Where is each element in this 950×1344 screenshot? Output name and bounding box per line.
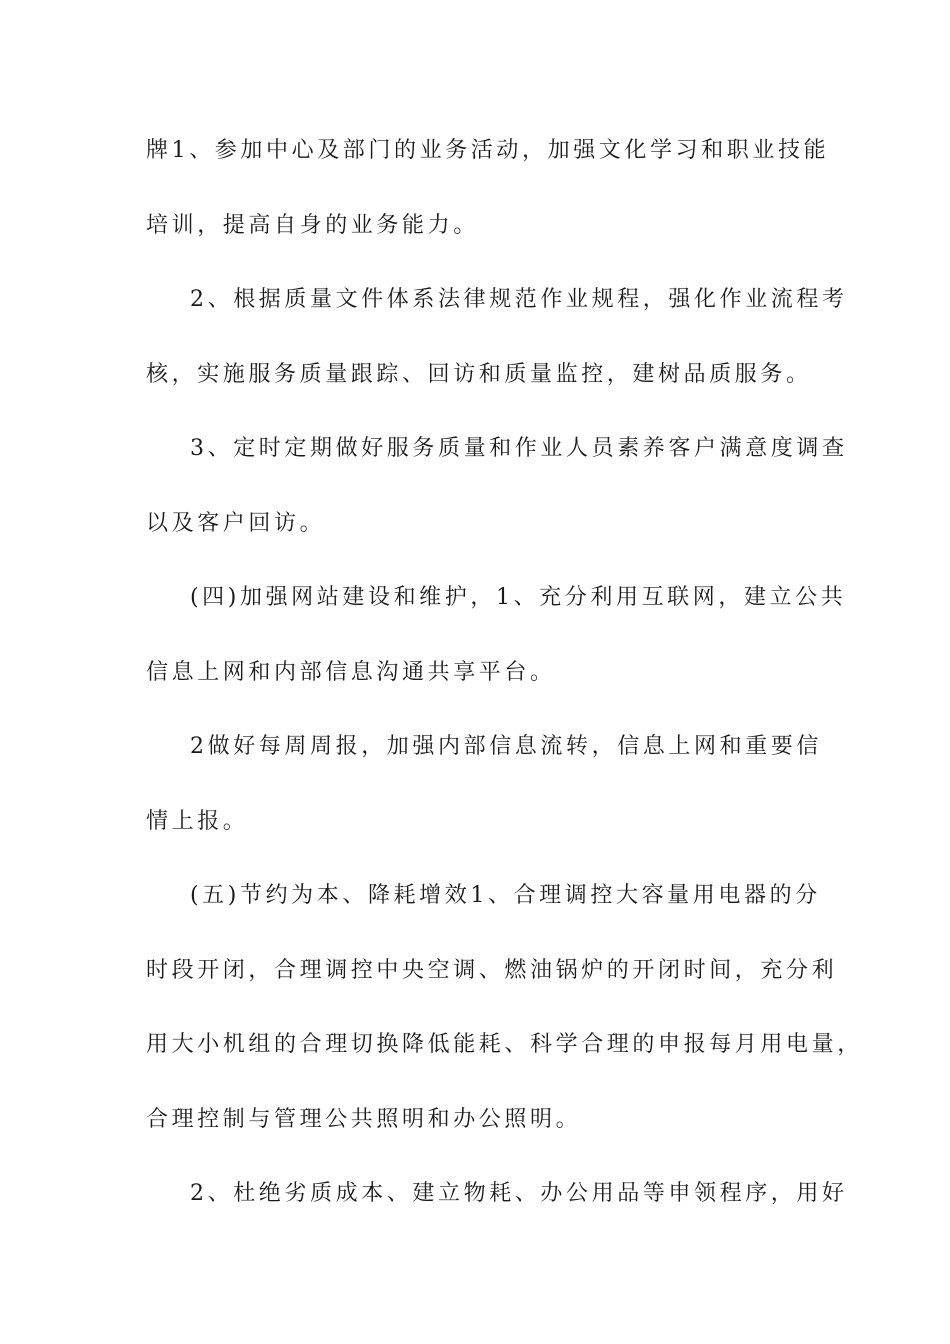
paragraph-start-line: (五)节约为本、降耗增效1、合理调控大容量用电器的分 [190,883,821,908]
paragraph-start-line: 2、根据质量文件体系法律规范作业规程，强化作业流程考 [190,287,848,312]
text-line: 牌1、参加中心及部门的业务活动，加强文化学习和职业技能 [146,138,830,163]
text-line: 核，实施服务质量跟踪、回访和质量监控，建树品质服务。 [146,361,812,387]
text-line: 合理控制与管理公共照明和办公照明。 [146,1106,582,1132]
text-line: 培训，提高自身的业务能力。 [146,212,479,238]
paragraph-start-line: (四)加强网站建设和维护，1、充分利用互联网，建立公共 [190,585,847,610]
text-line: 信息上网和内部信息沟通共享平台。 [146,659,556,685]
text-line: 时段开闭，合理调控中央空调、燃油锅炉的开闭时间，充分利 [146,957,838,983]
paragraph-start-line: 3、定时定期做好服务质量和作业人员素养客户满意度调查 [190,436,848,461]
paragraph-start-line: 2做好每周周报，加强内部信息流转，信息上网和重要信 [190,734,822,759]
paragraph-start-line: 2、杜绝劣质成本、建立物耗、办公用品等申领程序，用好 [190,1181,848,1206]
document-body [146,114,863,1232]
text-line: 以及客户回访。 [146,510,326,536]
text-line: 情上报。 [146,808,249,834]
text-line: 用大小机组的合理切换降低能耗、科学合理的申报每月用电量， [146,1032,863,1057]
